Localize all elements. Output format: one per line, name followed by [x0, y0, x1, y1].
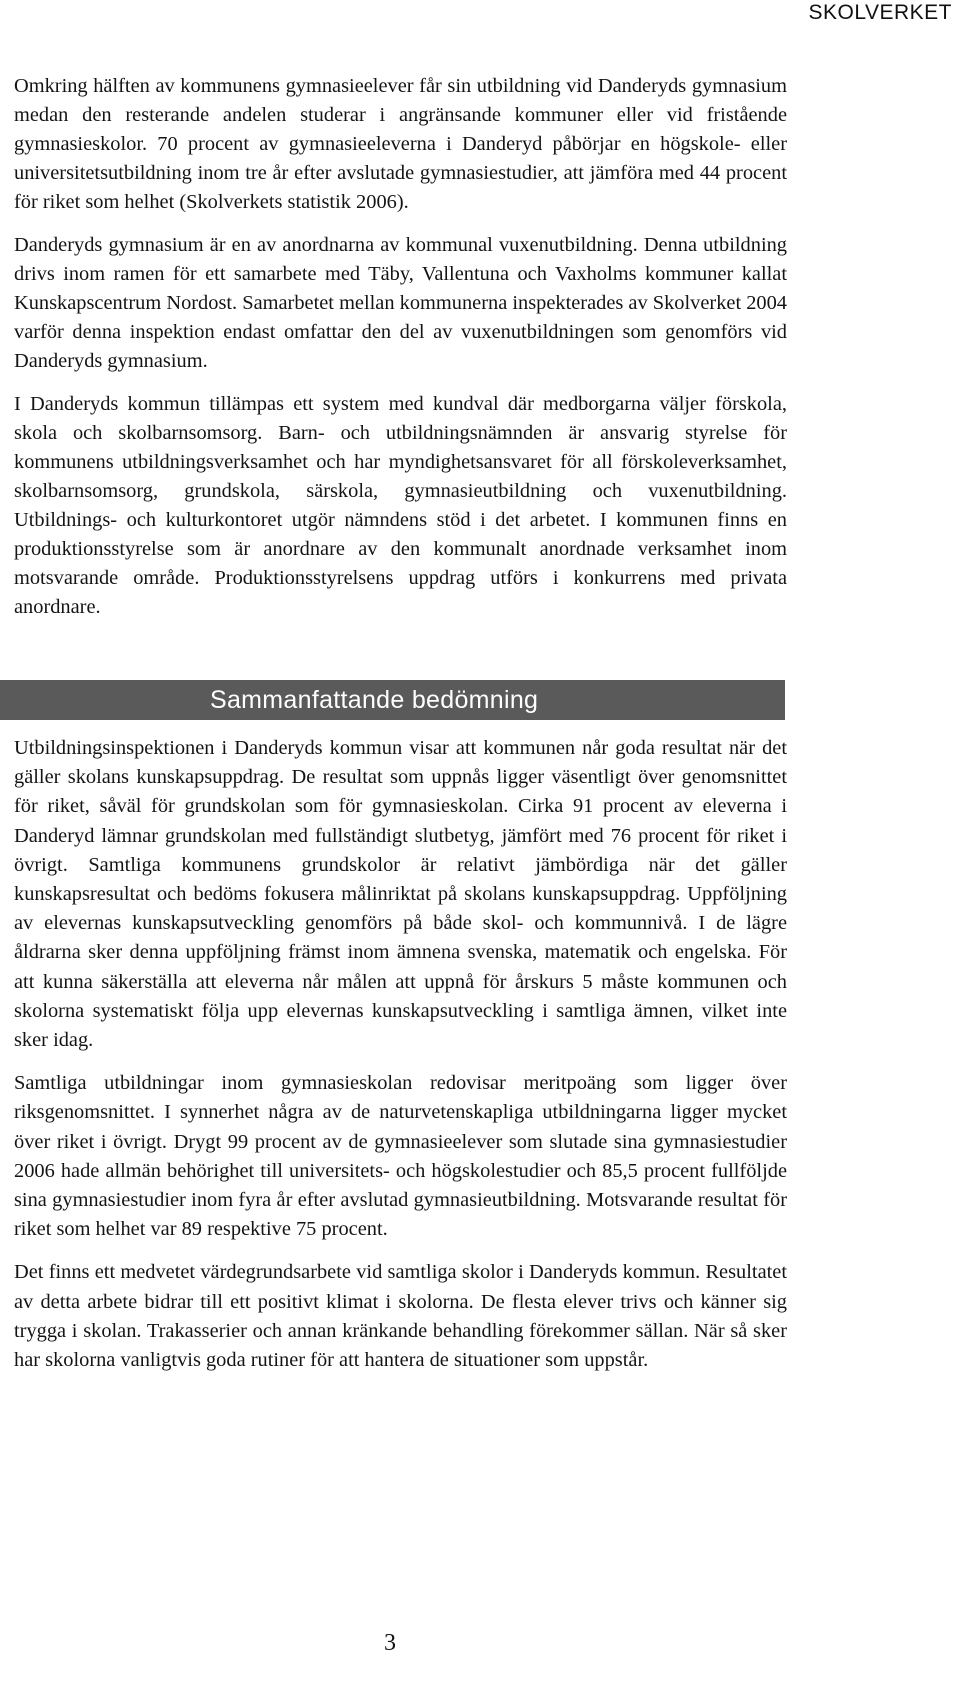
paragraph: Utbildningsinspektionen i Danderyds kommun visar att kommunen når goda resultat när det gäller skolans kunskapsuppdrag. De resultat som uppnås ligger väsentligt över genomsnittet för riket, såväl för grundskolan som för gymnasieskolan. Cirka 91 procent av eleverna i Danderyd lämnar grundskolan med fullständigt slutbetyg, jämfört med 76 procent för riket i övrigt. Samtliga kommunens grundskolor är relativt jämbördiga när det gäller kunskapsresultat och bedöms fokusera målinriktat på skolans kunskapsuppdrag. Uppföljning av elevernas kunskapsutveckling genomförs på både skol- och kommunnivå. I de lägre åldrarna sker denna uppföljning främst inom ämnena svenska, matematik och engelska. För att kunna säkerställa att eleverna når målen att uppnå för årskurs 5 måste kommunen och skolorna systematiskt följa upp elevernas kunskapsutveckling i samtliga ämnen, vilket inte sker idag.	[14, 737, 787, 1052]
paragraph: I Danderyds kommun tillämpas ett system med kundval där medborgarna väljer förskola, skola och skolbarnsomsorg. Barn- och utbildningsnämnden är ansvarig styrelse för kommunens utbildningsverksamhet och har myndighetsansvaret för all förskoleverksamhet, skolbarnsomsorg, grundskola, särskola, gymnasieutbildning och vuxenutbildning. Utbildnings- och kulturkontoret utgör nämndens stöd i det arbetet. I kommunen finns en produktionsstyrelse som är anordnare av den kommunalt anordnade verksamhet inom motsvarande område. Produktionsstyrelsens uppdrag utförs i konkurrens med privata anordnare.	[14, 393, 787, 618]
paragraph: Det finns ett medvetet värdegrundsarbete vid samtliga skolor i Danderyds kommun. Resultatet av detta arbete bidrar till ett positivt klimat i skolorna. De flesta elever trivs och känner sig trygga i skolan. Trakasserier och annan kränkande behandling förekommer sällan. När så sker har skolorna vanligtvis goda rutiner för att hantera de situationer som uppstår.	[14, 1261, 787, 1372]
summary-text	[14, 734, 787, 1389]
paragraph: Danderyds gymnasium är en av anordnarna av kommunal vuxenutbildning. Denna utbildning drivs inom ramen för ett samarbete med Täby, Vallentuna och Vaxholms kommuner kallat Kunskapscentrum Nordost. Samarbetet mellan kommunerna inspekterades av Skolverket 2004 varför denna inspektion endast omfattar den del av vuxenutbildningen som genomförs vid Danderyds gymnasium.	[14, 234, 787, 372]
header-brand: SKOLVERKET	[808, 1, 952, 24]
page-number: 3	[384, 1630, 396, 1656]
paragraph: Samtliga utbildningar inom gymnasieskolan redovisar meritpoäng som ligger över riksgenomsnittet. I synnerhet några av de naturvetenskapliga utbildningarna ligger mycket över riket i övrigt. Drygt 99 procent av de gymnasieelever som slutade sina gymnasiestudier 2006 hade allmän behörighet till universitets- och högskolestudier och 85,5 procent fullföljde sina gymnasiestudier inom fyra år efter avslutad gymnasieutbildning. Motsvarande resultat för riket som helhet var 89 respektive 75 procent.	[14, 1072, 787, 1241]
section-title: Sammanfattande bedömning	[210, 686, 539, 714]
section-heading-bar	[0, 680, 785, 720]
paragraph: Omkring hälften av kommunens gymnasieelever får sin utbildning vid Danderyds gymnasium medan den resterande andelen studerar i angränsande kommuner eller vid fristående gymnasieskolor. 70 procent av gymnasieeleverna i Danderyd påbörjar en högskole- eller universitetsutbildning inom tre år efter avslutade gymnasiestudier, att jämföra med 44 procent för riket som helhet (Skolverkets statistik 2006).	[14, 75, 787, 213]
intro-text	[14, 72, 787, 636]
